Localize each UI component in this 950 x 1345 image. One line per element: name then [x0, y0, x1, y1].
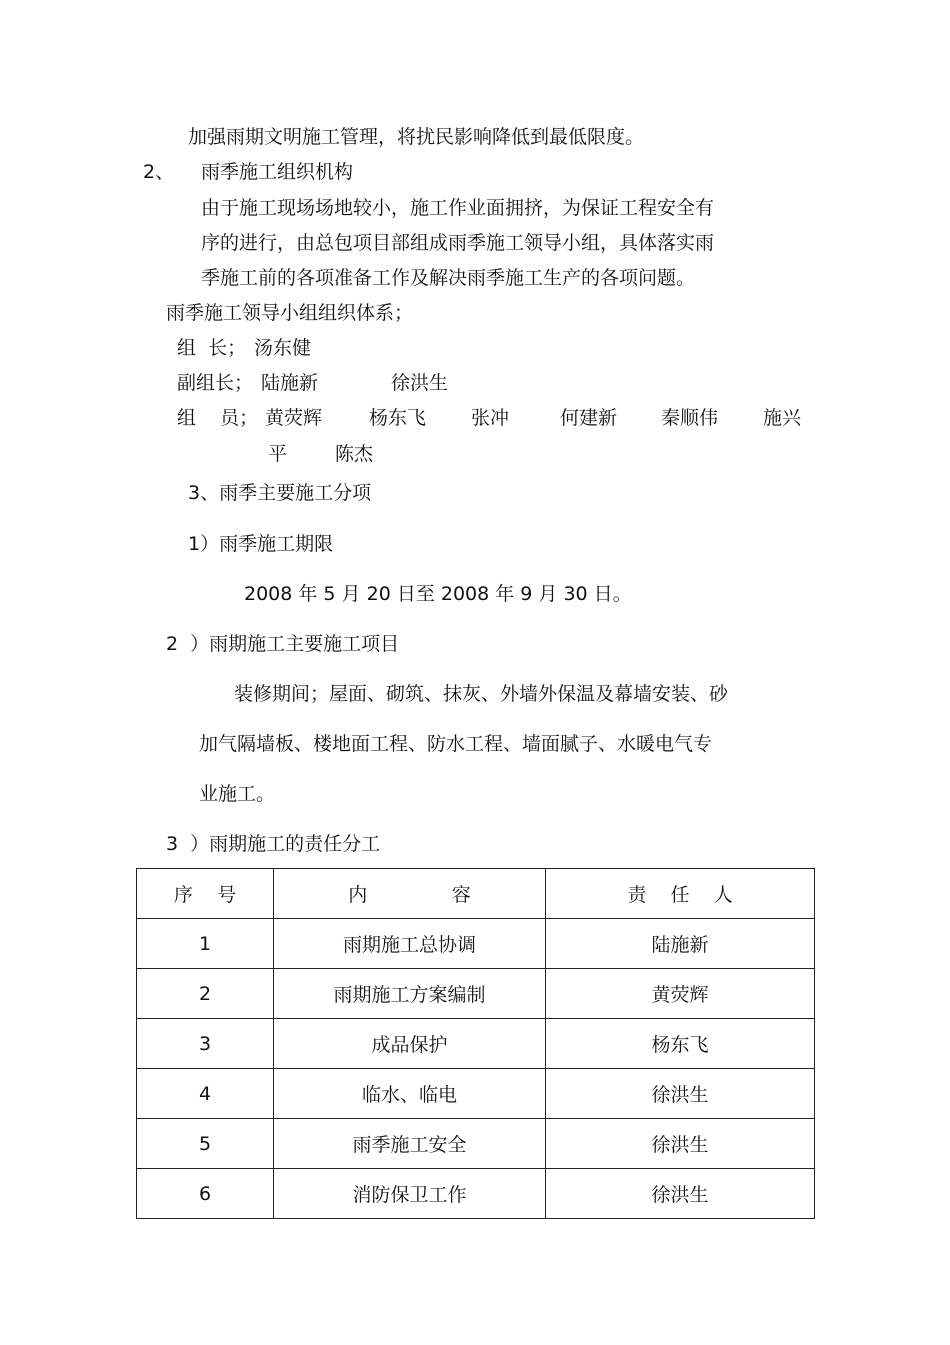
org-deputy-label: 副组长；: [177, 372, 254, 394]
table-row: [137, 919, 815, 969]
table-row: [137, 969, 815, 1019]
org-member-name: 张冲: [471, 407, 510, 429]
subsection-2-title: 2 ）雨期施工主要施工项目: [166, 633, 400, 655]
section-2-title: 雨季施工组织机构: [201, 161, 354, 183]
table-cell-index: 2: [137, 969, 274, 1019]
table-row: [137, 1019, 815, 1069]
subsection-2-text-line-2: 加气隔墙板、楼地面工程、防水工程、墙面腻子、水暖电气专: [199, 733, 713, 755]
table-cell-person: 杨东飞: [546, 1019, 815, 1069]
table-cell-index: 5: [137, 1119, 274, 1169]
table-cell-content: 雨季施工安全: [274, 1119, 546, 1169]
table-cell-person: 徐洪生: [546, 1119, 815, 1169]
table-cell-content: 雨期施工方案编制: [274, 969, 546, 1019]
org-leader-label: 组 长；: [177, 337, 247, 359]
table-row: [137, 1069, 815, 1119]
table-cell-index: 1: [137, 919, 274, 969]
org-system-title: 雨季施工领导小组组织体系；: [166, 302, 414, 324]
org-member-name: 何建新: [560, 407, 618, 429]
responsibility-table: [136, 868, 815, 1219]
org-leader-name: 汤东健: [254, 337, 312, 359]
table-cell-index: 6: [137, 1169, 274, 1219]
section-2-text-line-1: 由于施工现场场地较小，施工作业面拥挤，为保证工程安全有: [201, 197, 715, 219]
org-member-name: 施兴: [763, 407, 802, 429]
paragraph-civilized-construction: 加强雨期文明施工管理，将扰民影响降低到最低限度。: [188, 126, 645, 148]
table-cell-person: 徐洪生: [546, 1169, 815, 1219]
subsection-1-title: 1）雨季施工期限: [188, 533, 334, 555]
table-cell-content: 消防保卫工作: [274, 1169, 546, 1219]
table-cell-person: 徐洪生: [546, 1069, 815, 1119]
subsection-3-title: 3 ）雨期施工的责任分工: [166, 833, 381, 855]
org-member-name: 陈杰: [335, 443, 374, 465]
table-cell-person: 陆施新: [546, 919, 815, 969]
table-header-cell: 序 号: [137, 869, 274, 919]
table-row: [137, 1169, 815, 1219]
table-cell-content: 临水、临电: [274, 1069, 546, 1119]
org-member-label: 组 员；: [177, 407, 259, 429]
table-cell-person: 黄荧辉: [546, 969, 815, 1019]
table-header-cell: 内 容: [274, 869, 546, 919]
table-header-row: [137, 869, 815, 919]
subsection-1-period: 2008 年 5 月 20 日至 2008 年 9 月 30 日。: [244, 583, 632, 605]
org-member-name: 平: [268, 443, 288, 465]
section-2-number: 2、: [143, 161, 175, 183]
section-2-text-line-3: 季施工前的各项准备工作及解决雨季施工生产的各项问题。: [201, 267, 696, 289]
section-2-text-line-2: 序的进行，由总包项目部组成雨季施工领导小组，具体落实雨: [201, 232, 715, 254]
org-deputy-name: 陆施新: [261, 372, 319, 394]
table-header-cell: 责 任 人: [546, 869, 815, 919]
table-cell-index: 4: [137, 1069, 274, 1119]
section-3-title: 3、雨季主要施工分项: [188, 482, 372, 504]
org-deputy-name: 徐洪生: [391, 372, 449, 394]
org-member-name: 秦顺伟: [661, 407, 719, 429]
subsection-2-text-line-1: 装修期间；屋面、砌筑、抹灰、外墙外保温及幕墙安装、砂: [234, 683, 729, 705]
table-row: [137, 1119, 815, 1169]
org-member-name: 黄荧辉: [265, 407, 323, 429]
table-cell-content: 成品保护: [274, 1019, 546, 1069]
org-member-name: 杨东飞: [369, 407, 427, 429]
table-cell-index: 3: [137, 1019, 274, 1069]
subsection-2-text-line-3: 业施工。: [199, 783, 276, 805]
table-cell-content: 雨期施工总协调: [274, 919, 546, 969]
